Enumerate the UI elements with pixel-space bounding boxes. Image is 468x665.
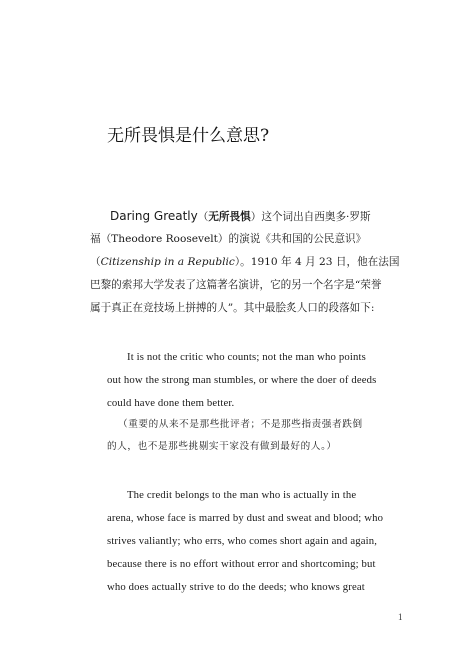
term-english: Daring Greatly bbox=[110, 209, 198, 223]
intro-line-1-rest: 这个词出自西奥多·罗斯 bbox=[261, 211, 371, 223]
quote2-line: who does actually strive to do the deeds; who knows great bbox=[107, 581, 365, 593]
quote2-line: strives valiantly; who errs, who comes short again and again, bbox=[107, 535, 378, 547]
intro-line-2: 福（Theodore Roosevelt）的演说《共和国的公民意识》 bbox=[90, 233, 367, 245]
translation-paragraph-1 bbox=[107, 414, 407, 458]
quote2-line: because there is no effort without error and shortcoming; but bbox=[107, 558, 376, 570]
quote1-line: It is not the critic who counts; not the man who points bbox=[127, 351, 366, 363]
quote-paragraph-2 bbox=[107, 484, 407, 599]
paren-open-2: （ bbox=[90, 256, 101, 268]
translation-line: （重要的从来不是那些批评者；不是那些指责强者跌倒 bbox=[118, 419, 363, 430]
quote1-line: could have done them better. bbox=[107, 397, 235, 409]
quote1-line: out how the strong man stumbles, or where the doer of deeds bbox=[107, 374, 377, 386]
paren-close: ） bbox=[250, 211, 262, 223]
page-number: 1 bbox=[398, 612, 403, 622]
term-chinese: 无所畏惧 bbox=[208, 211, 251, 223]
speech-title-english: Citizenship in a Republic bbox=[100, 256, 235, 268]
paren-open: （ bbox=[197, 211, 209, 223]
intro-line-3-rest: ）。1910 年 4 月 23 日，他在法国 bbox=[234, 256, 400, 268]
translation-line: 的人，也不是那些挑剔实干家没有做到最好的人。） bbox=[107, 441, 337, 452]
intro-line-5: 属于真正在竞技场上拼搏的人”。其中最脍炙人口的段落如下: bbox=[90, 302, 375, 314]
intro-paragraph bbox=[90, 205, 405, 320]
intro-line-1 bbox=[90, 205, 405, 228]
intro-line-3 bbox=[90, 251, 405, 274]
intro-line-4: 巴黎的索邦大学发表了这篇著名演讲，它的另一个名字是“荣誉 bbox=[90, 279, 382, 291]
page-title: 无所畏惧是什么意思? bbox=[107, 126, 270, 146]
quote-paragraph-1 bbox=[107, 346, 407, 415]
quote2-line: The credit belongs to the man who is actually in the bbox=[127, 489, 357, 501]
quote2-line: arena, whose face is marred by dust and sweat and blood; who bbox=[107, 512, 384, 524]
